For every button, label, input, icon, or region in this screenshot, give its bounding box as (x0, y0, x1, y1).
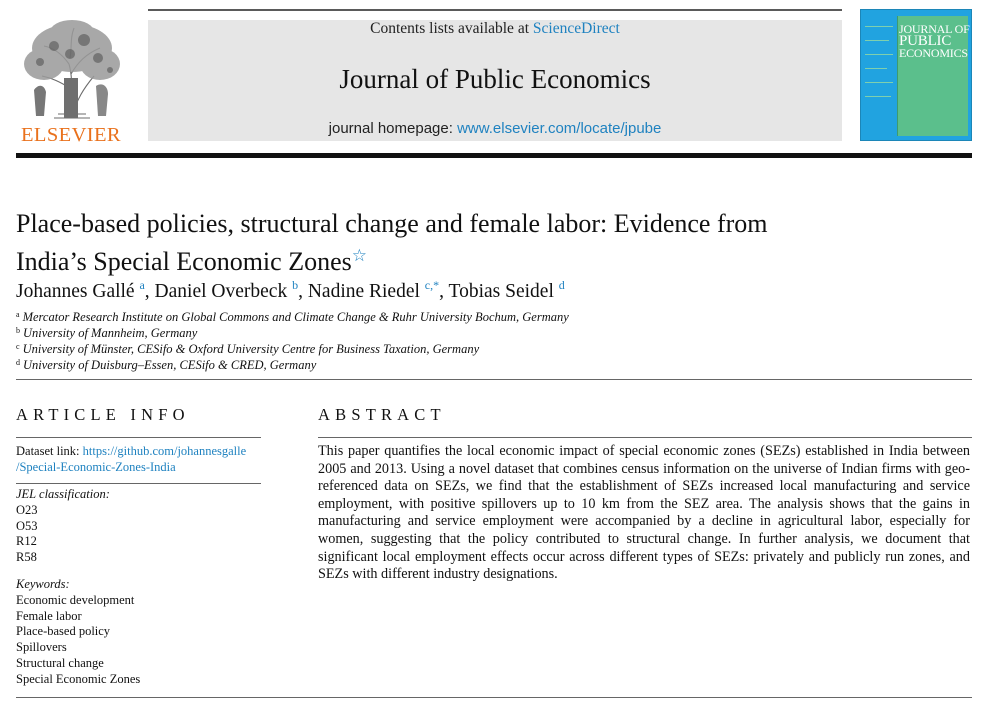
cover-stripe (865, 82, 893, 83)
jel-block (16, 487, 261, 566)
article-title-line2 (16, 240, 816, 278)
dataset-link-line1 (16, 444, 276, 460)
journal-cover-thumbnail[interactable] (860, 9, 972, 141)
dataset-link-continuation[interactable]: /Special-Economic-Zones-India (16, 459, 176, 474)
affiliation-mark: b (16, 326, 20, 335)
affiliation-c (16, 342, 916, 357)
author-separator: , (439, 281, 449, 302)
author-separator: , (298, 281, 308, 302)
cover-title-line2: PUBLIC (899, 33, 952, 49)
jel-heading: JEL classification: (16, 487, 110, 501)
jel-code: R58 (16, 550, 37, 565)
jel-code: O23 (16, 502, 38, 517)
keyword-item: Structural change (16, 655, 104, 670)
cover-stripe (865, 54, 893, 55)
jel-code: R12 (16, 534, 37, 549)
sciencedirect-link[interactable]: ScienceDirect (532, 20, 620, 37)
affiliations-rule (16, 379, 972, 380)
author-affiliation-mark[interactable]: d (558, 278, 565, 292)
author-affiliation-mark[interactable]: a (139, 278, 145, 292)
footer-rule (16, 697, 972, 698)
banner-top-rule (148, 9, 842, 11)
jel-code: O53 (16, 518, 38, 533)
article-title (16, 208, 816, 278)
header-rule (16, 153, 972, 158)
cover-title (899, 24, 971, 58)
affiliation-a (16, 310, 916, 325)
keyword-item: Special Economic Zones (16, 671, 141, 686)
elsevier-tree-icon (14, 18, 128, 122)
title-footnote-star-icon[interactable]: ☆ (351, 246, 367, 265)
author-affiliation-mark[interactable]: b (292, 278, 299, 292)
article-title-line1: Place-based policies, structural change and female labor: Evidence from (16, 209, 768, 238)
cover-stripe (865, 68, 887, 69)
keywords-block (16, 577, 261, 688)
affiliation-mark: a (16, 310, 20, 319)
cover-stripe (865, 26, 893, 27)
affiliation-d (16, 358, 916, 373)
affiliation-b (16, 326, 916, 341)
cover-title-line1: JOURNAL OF (899, 22, 970, 36)
keyword-item: Spillovers (16, 640, 67, 655)
contents-line (148, 20, 842, 38)
affiliation-text: University of Münster, CESifo & Oxford University Centre for Business Taxation, Germany (22, 342, 480, 356)
author-separator: , (144, 281, 155, 302)
affiliation-text: University of Mannheim, Germany (23, 326, 198, 340)
keywords-heading: Keywords: (16, 577, 70, 591)
contents-prefix: Contents lists available at (370, 20, 533, 37)
author-name[interactable]: Johannes Gallé (16, 281, 135, 302)
author-affiliation-mark[interactable]: c,* (424, 278, 440, 292)
author-list (16, 278, 916, 303)
homepage-line (148, 120, 842, 137)
article-info-rule (16, 437, 261, 438)
journal-banner (148, 20, 842, 141)
affiliation-mark: d (16, 358, 20, 367)
abstract-heading: ABSTRACT (318, 405, 446, 424)
dataset-rule (16, 483, 261, 484)
cover-stripe (865, 40, 889, 41)
affiliation-text: University of Duisburg–Essen, CESifo & CRED, Germany (23, 358, 317, 372)
homepage-prefix: journal homepage: (328, 120, 458, 137)
keyword-item: Economic development (16, 592, 135, 607)
keyword-item: Female labor (16, 608, 82, 623)
keyword-item: Place-based policy (16, 624, 111, 639)
article-title-line2-text: India’s Special Economic Zones (16, 247, 352, 276)
dataset-label: Dataset link: (16, 444, 83, 458)
author-name[interactable]: Nadine Riedel (307, 281, 420, 302)
dataset-link[interactable]: https://github.com/johannesgalle (82, 444, 247, 458)
affiliation-mark: c (16, 342, 20, 351)
dataset-link-block (16, 444, 276, 476)
abstract-text: This paper quantifies the local economic impact of special economic zones (SEZs) established in India between 2005 and 2013. Using a novel dataset that combines census information on the universe of Indian firms with geo-referenced data on SEZs, we find that the establishment of SEZs increased local manufacturing and service employment, with positive spillovers up to 10 km from the SEZ area. The analysis shows that the gains in manufacturing and service employment were accompanied by a decline in agricultural labor, especially for women, suggesting that the policy contributed to structural change. In further analysis, we document that significant local employment effects occur across different types of SEZs: privately and publicly run zones, and SEZs with different industry designations. (318, 443, 970, 583)
affiliation-text: Mercator Research Institute on Global Commons and Climate Change & Ruhr University Bochum, Germany (22, 310, 569, 324)
elsevier-logo[interactable] (14, 18, 128, 146)
author-name[interactable]: Daniel Overbeck (154, 281, 288, 302)
cover-title-line3: ECONOMICS (899, 46, 968, 60)
article-info-heading: ARTICLE INFO (16, 405, 190, 424)
author-name[interactable]: Tobias Seidel (448, 281, 554, 302)
journal-title: Journal of Public Economics (339, 64, 651, 94)
abstract-rule (318, 437, 972, 438)
publisher-wordmark: ELSEVIER (21, 124, 121, 146)
journal-homepage-link[interactable]: www.elsevier.com/locate/jpube (457, 120, 662, 137)
cover-stripe (865, 96, 891, 97)
